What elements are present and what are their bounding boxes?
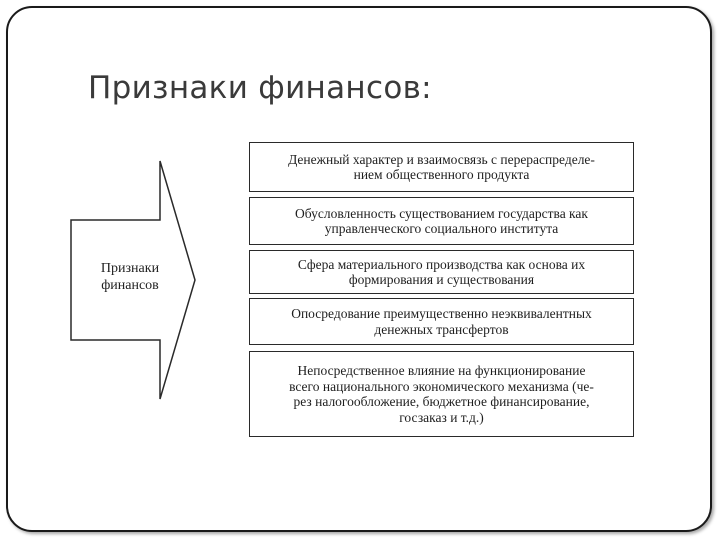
feature-box-2 [249,197,634,245]
slide-title: Признаки финансов: [88,70,432,106]
feature-box-1 [249,142,634,192]
feature-box-4 [249,298,634,345]
feature-box-1-line-1: Денежный характер и взаимосвязь с перераспределе- [288,151,595,167]
arrow-label [84,260,176,294]
feature-box-5-line-3: рез налогообложение, бюджетное финансирование, [293,394,590,409]
feature-box-2-line-2: управленческого социального института [324,221,559,236]
feature-box-5-line-4: госзаказ и т.д.) [399,409,484,425]
feature-box-5-line-2: всего национального экономического механизма (че- [289,378,594,394]
feature-box-2-line-1: Обусловленность существованием государства как [295,205,588,221]
feature-box-3 [249,250,634,294]
feature-box-4-line-1: Опосредование преимущественно неэквивалентных [291,306,592,321]
feature-box-5-line-1: Непосредственное влияние на функционирование [297,363,586,378]
feature-box-1-line-2: нием общественного продукта [353,167,530,182]
feature-box-5 [249,351,634,437]
feature-box-4-line-2: денежных трансфертов [374,321,509,337]
arrow-label-line-2: финансов [101,278,159,293]
feature-box-3-line-1: Сфера материального производства как основа их [297,256,586,272]
feature-box-3-line-2: формирования и существования [348,272,535,287]
arrow-label-line-1: Признаки [100,261,160,276]
